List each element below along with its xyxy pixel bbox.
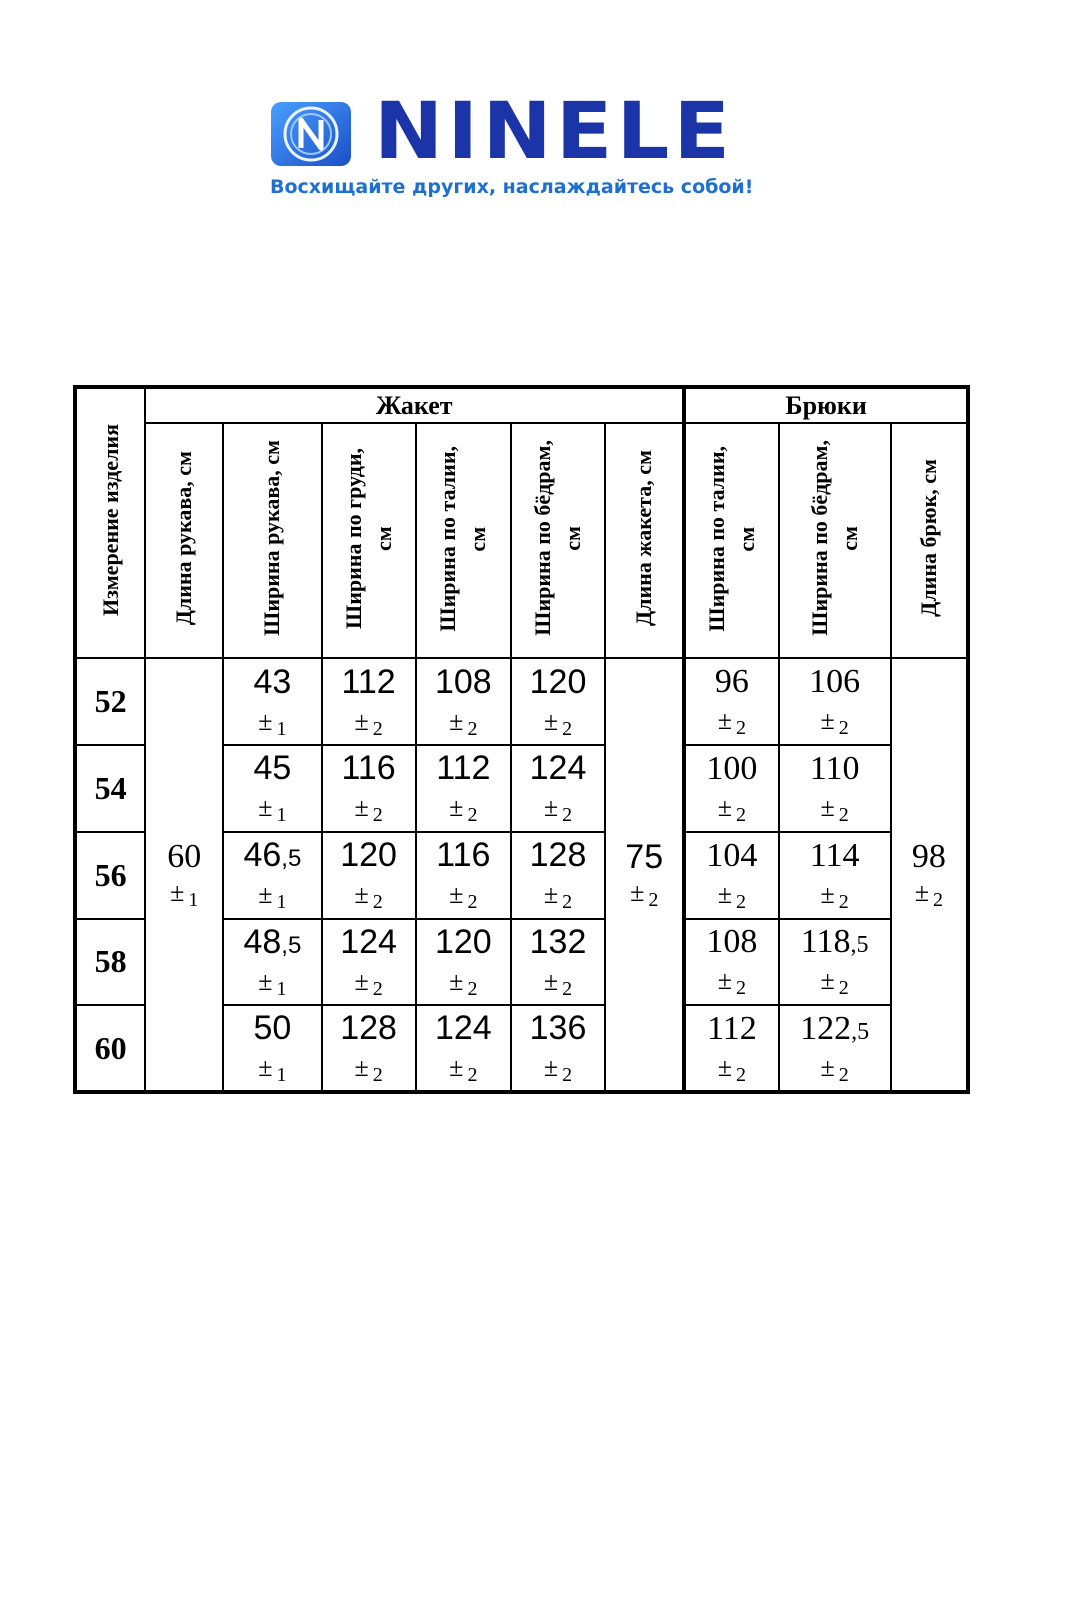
value-cell (223, 658, 321, 745)
tolerance: ± 1 (258, 880, 287, 914)
value: 96 (714, 663, 749, 701)
value: 112 (707, 1009, 757, 1047)
tolerance: ± 2 (820, 1052, 849, 1086)
value: 112 (341, 662, 396, 701)
col-header (322, 423, 416, 658)
tolerance: ± 2 (820, 792, 849, 826)
value: 136 (529, 1009, 587, 1048)
value-cell (223, 832, 321, 919)
tolerance: ± 2 (354, 880, 383, 914)
tolerance: ± 2 (354, 793, 383, 827)
value-cell (779, 919, 891, 1006)
tolerance: ± 2 (820, 706, 849, 740)
col-waist: Ширина по талии, см (435, 445, 491, 632)
value-cell (223, 919, 321, 1006)
value: 120 (340, 836, 397, 875)
value: 108 (434, 662, 492, 701)
col-header (684, 423, 778, 658)
value-cell (684, 658, 778, 745)
value: 50 (253, 1009, 292, 1048)
tolerance: ± 2 (820, 966, 849, 1000)
col-header (223, 423, 321, 658)
value: 118,5 (800, 923, 869, 961)
value-cell (779, 1005, 891, 1092)
tolerance: ± 2 (717, 1052, 747, 1086)
value: 45 (253, 749, 292, 788)
size-cell: 58 (75, 919, 145, 1006)
tolerance: ± 2 (717, 706, 747, 740)
value: 104 (706, 836, 758, 874)
col-trousers-length: Длина брюк, см (915, 459, 941, 618)
size-cell: 56 (75, 832, 145, 919)
tolerance: ± 2 (354, 966, 383, 1000)
value-cell (684, 832, 778, 919)
group-header-row (75, 387, 968, 423)
col-trousers-waist: Ширина по талии, см (703, 445, 759, 632)
value: 128 (340, 1009, 397, 1048)
value: 120 (529, 662, 587, 701)
value-cell (322, 832, 416, 919)
brand-name: NINELE (374, 87, 735, 177)
col-jacket-length: Длина жакета, см (631, 450, 657, 627)
jacket-group-header: Жакет (145, 387, 684, 423)
tolerance: ± 2 (354, 1053, 383, 1087)
table-row (75, 658, 968, 745)
value: 114 (809, 836, 860, 874)
value: 128 (529, 836, 587, 875)
value-cell (416, 919, 511, 1006)
value: 116 (436, 836, 491, 875)
value-cell (322, 745, 416, 832)
value: 110 (809, 749, 860, 787)
tolerance: ± 2 (449, 880, 478, 914)
value: 124 (340, 922, 397, 961)
tolerance: ± 2 (449, 793, 478, 827)
value-cell (223, 1005, 321, 1092)
col-sleeve-width: Ширина рукава, см (259, 440, 285, 637)
tolerance: ± 1 (258, 966, 287, 1000)
value-cell (322, 1005, 416, 1092)
value: 108 (706, 923, 758, 961)
value-cell (416, 658, 511, 745)
value-cell (511, 832, 605, 919)
tolerance: ± 2 (717, 966, 747, 1000)
value-cell (779, 745, 891, 832)
tolerance: ± 2 (914, 877, 943, 911)
size-header: Измерение изделия (97, 423, 123, 616)
value-cell (779, 658, 891, 745)
tolerance: ± 2 (543, 966, 573, 1000)
tolerance: ± 2 (543, 706, 573, 740)
value-cell (322, 658, 416, 745)
value-cell (322, 919, 416, 1006)
value-cell (416, 1005, 511, 1092)
size-chart-table (73, 385, 970, 1094)
value: 48,5 (243, 922, 302, 961)
column-header-row (75, 423, 968, 658)
value-cell (684, 919, 778, 1006)
value: 43 (253, 662, 292, 701)
value: 122,5 (800, 1009, 870, 1047)
tolerance: ± 2 (717, 879, 747, 913)
value: 106 (809, 663, 861, 701)
value: 46,5 (243, 836, 302, 875)
tolerance: ± 1 (258, 1053, 287, 1087)
tolerance: ± 2 (630, 877, 659, 911)
size-cell: 54 (75, 745, 145, 832)
merged-sleeve-length-cell: 60 ± 1 (145, 658, 223, 1092)
col-trousers-hips: Ширина по бёдрам, см (806, 440, 862, 637)
col-header (891, 423, 968, 658)
tolerance: ± 2 (449, 706, 478, 740)
size-cell: 52 (75, 658, 145, 745)
ninele-emblem-icon (270, 101, 352, 167)
tolerance: ± 2 (354, 706, 383, 740)
col-hips: Ширина по бёдрам, см (530, 440, 585, 637)
size-header-cell (75, 387, 145, 658)
tolerance: ± 2 (820, 879, 849, 913)
merged-tr-length-cell: 98 ± 2 (891, 658, 968, 1092)
merged-jacket-length-cell: 75 ± 2 (605, 658, 684, 1092)
value-cell (223, 745, 321, 832)
value-cell (416, 832, 511, 919)
value: 100 (706, 749, 758, 787)
value-cell (416, 745, 511, 832)
tolerance: ± 2 (449, 1053, 478, 1087)
col-header (145, 423, 223, 658)
size-cell: 60 (75, 1005, 145, 1092)
col-bust: Ширина по груди, см (340, 447, 396, 629)
trousers-group-header: Брюки (684, 387, 968, 423)
value-cell (684, 1005, 778, 1092)
value-cell (511, 919, 605, 1006)
tolerance: ± 2 (543, 880, 573, 914)
col-header (605, 423, 684, 658)
value: 132 (529, 922, 587, 961)
col-header (511, 423, 605, 658)
tolerance: ± 2 (717, 792, 747, 826)
tolerance: ± 1 (170, 877, 199, 911)
col-header (779, 423, 891, 658)
value: 124 (529, 749, 587, 788)
value: 120 (434, 922, 492, 961)
col-header (416, 423, 511, 658)
value-cell (511, 658, 605, 745)
value-cell (779, 832, 891, 919)
value: 124 (434, 1009, 492, 1048)
tolerance: ± 1 (258, 706, 287, 740)
tolerance: ± 2 (449, 966, 478, 1000)
tolerance: ± 1 (258, 793, 287, 827)
value-cell (684, 745, 778, 832)
value: 116 (341, 749, 396, 788)
value: 112 (436, 749, 491, 788)
tolerance: ± 2 (543, 1053, 573, 1087)
tolerance: ± 2 (543, 793, 573, 827)
brand-logo (270, 87, 790, 208)
col-sleeve-length: Длина рукава, см (171, 451, 197, 626)
value-cell (511, 745, 605, 832)
value-cell (511, 1005, 605, 1092)
brand-tagline: Восхищайте других, наслаждайтесь собой! (270, 176, 754, 198)
